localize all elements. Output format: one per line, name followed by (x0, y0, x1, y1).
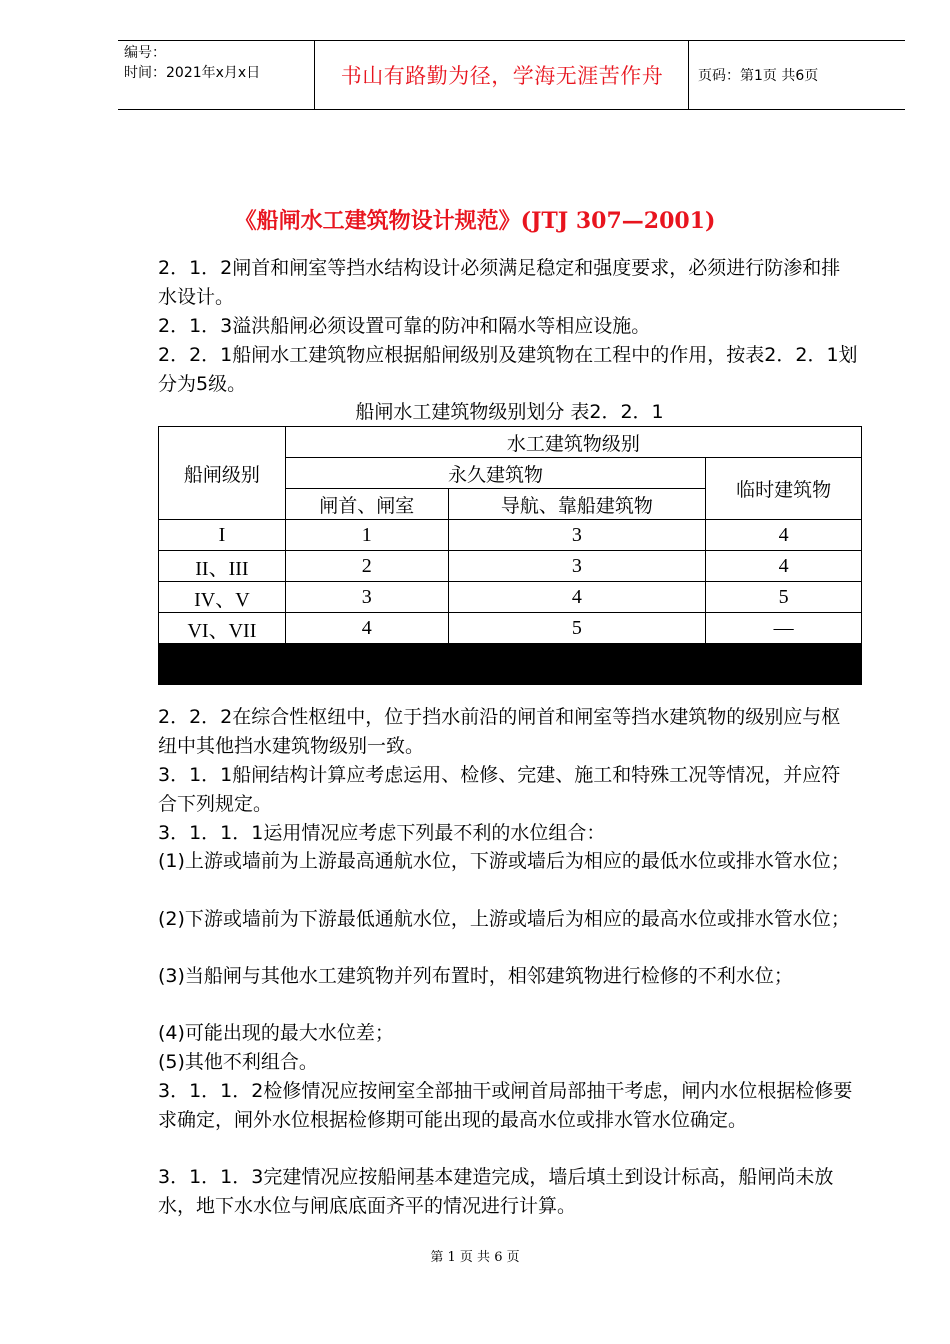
cell-lockhead: 1 (285, 520, 448, 551)
table-caption: 船闸水工建筑物级别划分 表2．2．1 (355, 401, 664, 423)
cell-grade: IV、V (159, 582, 286, 613)
table-row (159, 582, 862, 613)
cell-temporary: 4 (706, 520, 862, 551)
cell-guide: 3 (448, 551, 706, 582)
cell-temporary: — (706, 613, 862, 644)
header-meta (118, 41, 315, 109)
cell-guide: 4 (448, 582, 706, 613)
table-row (159, 551, 862, 582)
cell-grade: II、III (159, 551, 286, 582)
paragraph: 3．1．1船闸结构计算应考虑运用、检修、完建、施工和特殊工况等情况，并应符合下列规定。 (158, 764, 841, 815)
document-title: 《船闸水工建筑物设计规范》(JTJ 307—2001) (234, 208, 716, 234)
paragraph: (3)当船闸与其他水工建筑物并列布置时，相邻建筑物进行检修的不利水位； (158, 965, 793, 987)
header-structure-grade: 水工建筑物级别 (285, 427, 861, 458)
number-label: 编号： (124, 45, 166, 61)
paragraph: 2．1．3溢洪船闸必须设置可靠的防冲和隔水等相应设施。 (158, 315, 651, 337)
paragraph: 3．1．1．2检修情况应按闸室全部抽干或闸首局部抽干考虑，闸内水位根据检修要求确定，闸外水位根据检修期可能出现的最高水位或排水管水位确定。 (158, 1080, 853, 1131)
paragraph: 2．2．1船闸水工建筑物应根据船闸级别及建筑物在工程中的作用，按表2．2．1划分为5级。 (158, 344, 858, 395)
paragraph: 3．1．1．3完建情况应按船闸基本建造完成，墙后填土到设计标高，船闸尚未放水，地下水水位与闸底底面齐平的情况进行计算。 (158, 1166, 834, 1217)
header-lockhead: 闸首、闸室 (285, 489, 448, 520)
cell-lockhead: 3 (285, 582, 448, 613)
table-black-bar (159, 644, 862, 685)
header-guide: 导航、靠船建筑物 (448, 489, 706, 520)
cell-temporary: 5 (706, 582, 862, 613)
header-motto: 书山有路勤为径，学海无涯苦作舟 (316, 41, 689, 109)
header-lock-grade: 船闸级别 (159, 427, 286, 520)
cell-grade: VI、VII (159, 613, 286, 644)
paragraph: (1)上游或墙前为上游最高通航水位，下游或墙后为相应的最低水位或排水管水位； (158, 850, 850, 872)
cell-guide: 5 (448, 613, 706, 644)
paragraph: (2)下游或墙前为下游最低通航水位，上游或墙后为相应的最高水位或排水管水位； (158, 908, 850, 930)
paragraph: (4)可能出现的最大水位差； (158, 1022, 394, 1044)
paragraph: 2．2．2在综合性枢纽中，位于挡水前沿的闸首和闸室等挡水建筑物的级别应与枢纽中其他挡水建筑物级别一致。 (158, 706, 841, 757)
paragraph: 3．1．1．1运用情况应考虑下列最不利的水位组合： (158, 822, 606, 844)
header-permanent: 永久建筑物 (285, 458, 705, 489)
time-label: 时间：2021年x月x日 (124, 65, 261, 81)
paragraph: (5)其他不利组合。 (158, 1051, 318, 1073)
paragraph: 2．1．2闸首和闸室等挡水结构设计必须满足稳定和强度要求，必须进行防渗和排水设计。 (158, 257, 841, 308)
header-page-info: 页码：第1页 共6页 (698, 68, 819, 84)
page-footer: 第 1 页 共 6 页 (430, 1250, 520, 1265)
grade-table (158, 426, 862, 685)
cell-grade: I (159, 520, 286, 551)
header-temporary: 临时建筑物 (706, 458, 862, 520)
page-header (118, 40, 905, 110)
cell-guide: 3 (448, 520, 706, 551)
black-bar (159, 644, 862, 685)
table-row (159, 613, 862, 644)
cell-lockhead: 4 (285, 613, 448, 644)
table-row (159, 520, 862, 551)
cell-lockhead: 2 (285, 551, 448, 582)
cell-temporary: 4 (706, 551, 862, 582)
